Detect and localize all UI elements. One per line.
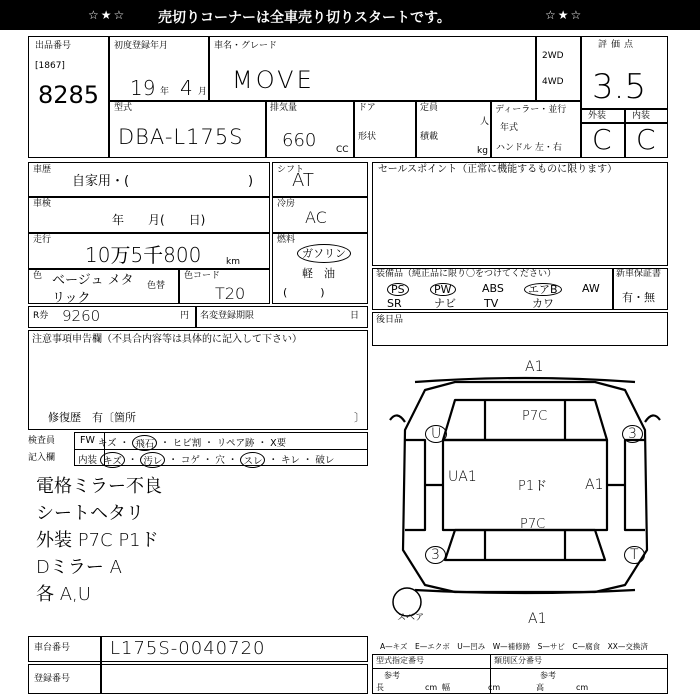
cc-label: CC [336, 145, 349, 155]
repair-close: 〕 [354, 411, 365, 424]
load-label: 積載 [420, 132, 439, 142]
banner-stars-right: ☆★☆ [545, 8, 584, 22]
lot-label: 出品番号 [35, 41, 72, 51]
load-unit: kg [477, 146, 488, 156]
shaken-label: 車検 [33, 199, 52, 209]
banner-stars-left: ☆★☆ [88, 8, 127, 22]
wid-label: 幅 [442, 683, 450, 692]
banner-text: 売切りコーナーは全車売り切りスタートです。 [158, 10, 451, 26]
spare-label: スペア [397, 613, 425, 623]
mark-hood: P7C [522, 409, 548, 424]
lot-number: 8285 [38, 81, 100, 109]
mileage-unit: km [226, 257, 240, 267]
mark-front: A1 [525, 359, 544, 375]
inspector-item: ・ [227, 455, 238, 466]
equip-navi: ナビ [434, 297, 456, 310]
handle-label: ハンドル 左・右 [496, 143, 562, 153]
drive-2wd: 2WD [542, 51, 564, 61]
chassis-value: L175S-0040720 [110, 638, 266, 659]
reg-box [28, 664, 368, 694]
ref-label-1: 参考 [384, 671, 400, 680]
model-value: DBA-L175S [118, 125, 244, 149]
capacity-label: 定員 [420, 103, 439, 113]
form-cert-label: 型式指定番号 [376, 656, 424, 665]
hgt-label: 高 [536, 683, 544, 692]
inspector-item: キレ [280, 455, 300, 466]
color-label: 色 [33, 271, 43, 281]
inspector-item: ・ [119, 438, 130, 449]
disp-value: 660 [282, 130, 317, 151]
namechange-label: 名変登録期限 [200, 311, 255, 321]
name-label: 車名・グレード [214, 41, 278, 51]
mark-left-front: U [425, 425, 447, 443]
inspector-item: 破レ [315, 455, 335, 466]
inspector-row-2 [78, 452, 334, 468]
inspector-item: X要 [270, 438, 287, 449]
ref-label-2: 参考 [540, 671, 556, 680]
shape-label: 形状 [358, 132, 377, 142]
mark-right-front: 3 [622, 425, 643, 443]
inspector-item: スレ [240, 452, 265, 468]
shaken-value: 年 月( 日) [112, 213, 206, 227]
color-code-value: T20 [215, 284, 246, 303]
color-code-label: 色コード [184, 271, 221, 281]
fuel-label: 燃料 [277, 235, 296, 245]
mark-roof: P1ド [518, 479, 548, 494]
equip-aw: AW [582, 282, 600, 295]
inspector-row-1 [80, 435, 286, 451]
gatsu-label: 月 [198, 87, 208, 97]
shift-value: AT [292, 170, 314, 191]
repair-label: 修復歴 有〔箇所 [48, 411, 136, 424]
len-label: 長 [376, 683, 384, 692]
equip-tv: TV [484, 297, 499, 310]
handwritten-note: シートヘタリ [36, 503, 144, 524]
nen-label: 年 [160, 87, 170, 97]
mark-rear: A1 [528, 611, 547, 627]
inspector-item: ・ [202, 455, 213, 466]
first-reg-year: 19 [130, 76, 156, 100]
warranty-value: 有・無 [622, 291, 655, 304]
mileage-label: 走行 [33, 235, 52, 245]
ext-label: 外装 [588, 111, 607, 121]
equip-airbag: エアB [524, 283, 562, 296]
first-reg-label: 初度登録年月 [114, 41, 169, 51]
int-label: 内装 [632, 111, 651, 121]
inspector-item: キズ [97, 438, 117, 449]
inspector-item: リペア跡 [216, 438, 255, 449]
inspector-label-1: 検査員 [28, 436, 56, 446]
first-reg-month: 4 [180, 76, 193, 100]
sales-label: セールスポイント（正常に機能するものに限ります） [378, 164, 618, 175]
mark-trunk: P7C [520, 517, 546, 532]
cm-2: cm [488, 683, 501, 692]
capacity-unit: 人 [480, 117, 490, 127]
later-label: 後日品 [376, 315, 404, 325]
inspector-item: FW [80, 435, 95, 446]
score-label: 評価点 [598, 40, 638, 50]
inspector-item: キズ [100, 452, 125, 468]
int-grade: C [636, 123, 656, 156]
later-box [372, 312, 668, 346]
notes-label: 注意事項申告欄（不具合内容等は具体的に記入して下さい） [32, 334, 302, 345]
equip-ps: PS [387, 283, 409, 296]
drive-4wd: 4WD [542, 77, 564, 87]
damage-legend: A—キズ E—エクボ U—凹み W—補修跡 S—サビ C—腐食 XX—交換済 [380, 642, 648, 651]
inspector-item: ヒビ割 [172, 438, 202, 449]
fuel-option-2: 軽 油 [302, 267, 335, 280]
namechange-unit: 日 [350, 311, 360, 321]
inspector-item: ・ [204, 438, 214, 449]
handwritten-note: 外装 P7C P1ド [36, 530, 159, 551]
inspector-item: ・ [160, 438, 170, 449]
car-name: MOVE [232, 66, 315, 94]
ac-label: 冷房 [277, 199, 296, 209]
inspector-item: 飛石 [132, 435, 157, 451]
cm-3: cm [576, 683, 589, 692]
dealer-label: ディーラー・並行 [495, 105, 567, 115]
fuel-option-3: ( ) [283, 286, 325, 299]
reg-label: 登録番号 [34, 674, 71, 684]
class-no-label: 類別区分番号 [494, 656, 542, 665]
color-value: ベージュ メタリック [52, 273, 134, 306]
handwritten-note: 各 A,U [36, 584, 91, 605]
inspector-item: コゲ [180, 455, 200, 466]
inspector-item: ・ [127, 455, 138, 466]
mark-left-rear: 3 [425, 546, 446, 564]
inspector-item: 内装 [78, 455, 98, 466]
equipment-label: 装備品（純正品に限り〇をつけてください） [376, 269, 557, 279]
mark-right-rear: T [624, 546, 645, 564]
equip-pw: PW [430, 283, 456, 296]
ext-grade: C [592, 123, 612, 156]
banner [0, 0, 700, 30]
recycle-value: 9260 [62, 307, 101, 325]
handwritten-note: Dミラー A [36, 557, 122, 578]
sales-box [372, 162, 668, 266]
model-label: 型式 [114, 103, 133, 113]
inspector-item: 穴 [215, 455, 225, 466]
recycle-label: R券 [33, 311, 49, 321]
inspector-item: ・ [168, 455, 178, 466]
mark-left-side: UA1 [448, 469, 477, 485]
handwritten-note: 電格ミラー不良 [36, 476, 162, 497]
irogae-label: 色替 [147, 281, 166, 291]
history-close: ) [248, 174, 254, 189]
ac-value: AC [305, 208, 327, 227]
lot-sub: [1867] [35, 61, 65, 71]
cm-1: cm [425, 683, 438, 692]
equip-sr: SR [387, 297, 402, 310]
inspector-item: 汚レ [140, 452, 165, 468]
equip-leather: カワ [532, 297, 554, 310]
recycle-unit: 円 [180, 311, 190, 321]
score-value: 3.5 [592, 67, 647, 107]
inspector-item: ・ [268, 455, 278, 466]
warranty-label: 新車保証書 [616, 269, 662, 279]
inspector-label-2: 記入欄 [28, 453, 56, 463]
mileage-value: 10万5千800 [85, 243, 202, 267]
inspector-item: ・ [302, 455, 313, 466]
history-value: 自家用・( [72, 174, 130, 189]
door-label: ドア [358, 103, 376, 113]
mark-right-side: A1 [585, 477, 604, 493]
chassis-label: 車台番号 [34, 643, 71, 653]
inspector-item: ・ [257, 438, 268, 449]
fuel-value: ガソリン [297, 244, 351, 263]
year-label: 年式 [500, 123, 519, 133]
disp-label: 排気量 [270, 103, 298, 113]
equip-abs: ABS [482, 282, 504, 295]
shift-label: シフト [277, 165, 305, 175]
history-label: 車歴 [33, 165, 52, 175]
